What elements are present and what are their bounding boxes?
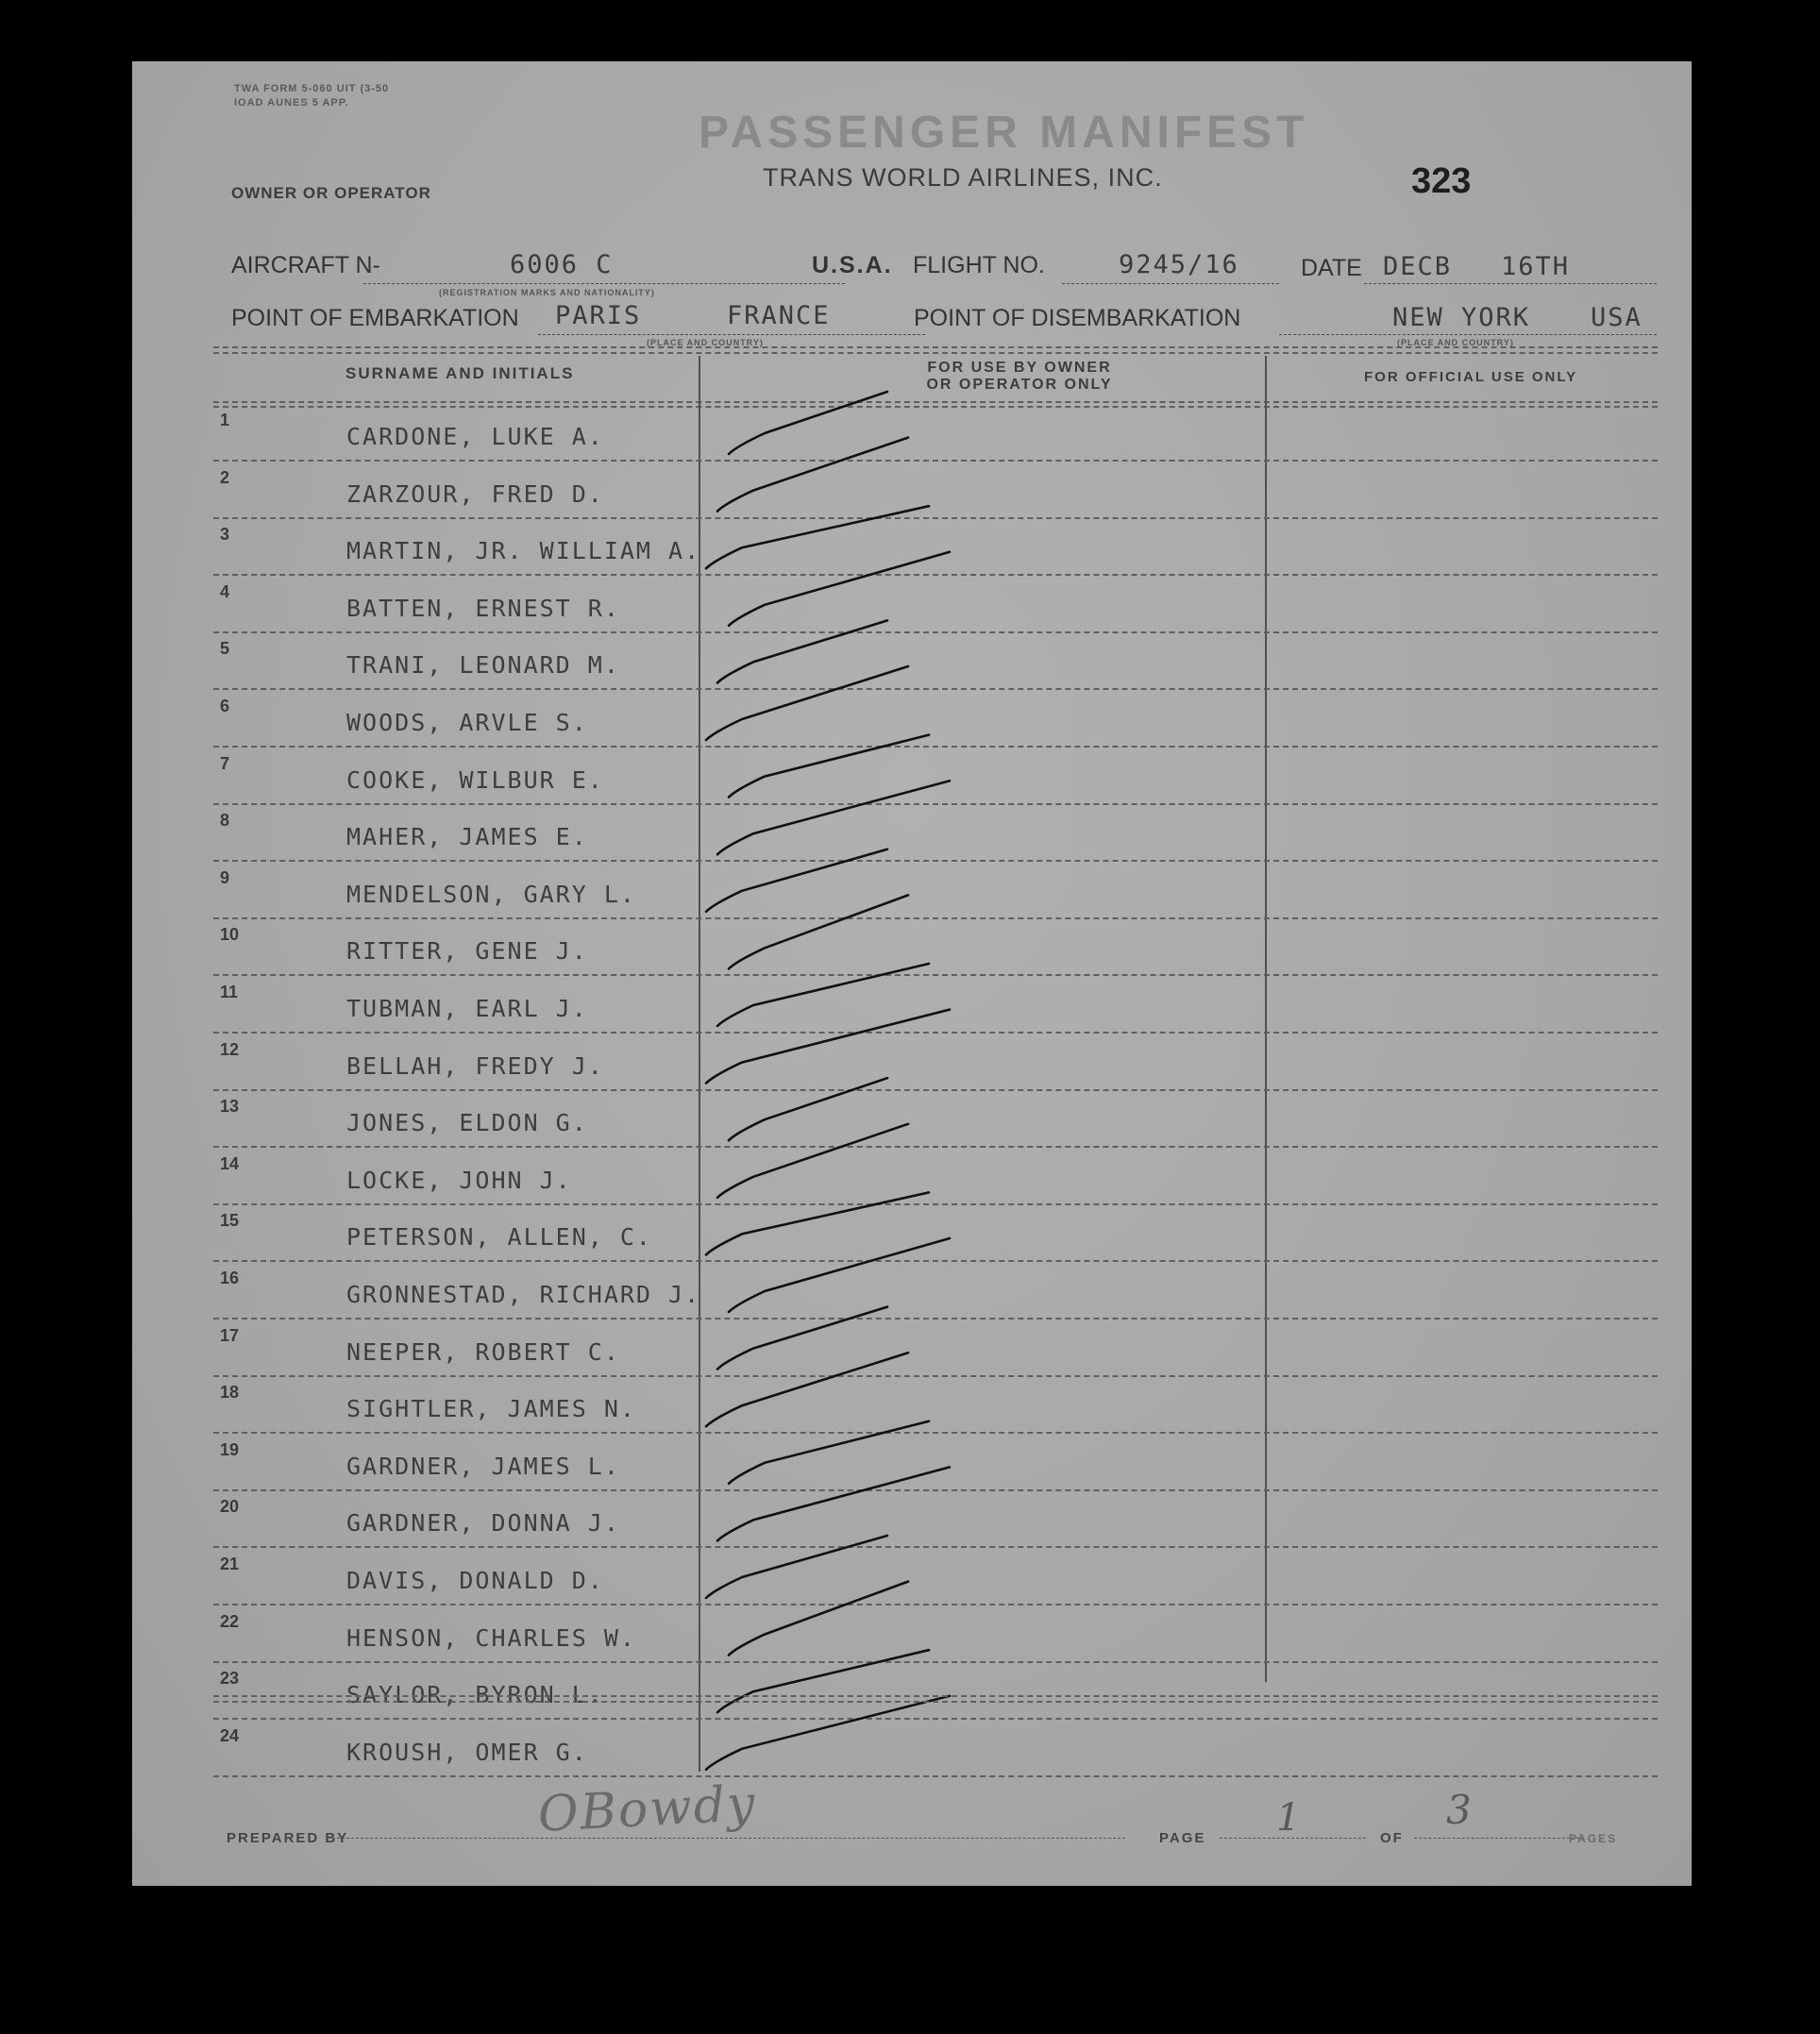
row-number: 14 [220, 1153, 240, 1173]
pages-label: PAGES [1569, 1832, 1618, 1845]
manifest-sheet [132, 61, 1692, 1886]
passenger-name: DAVIS, DONALD D. [346, 1567, 604, 1594]
check-mark [717, 964, 929, 1026]
passenger-name: PETERSON, ALLEN, C. [346, 1223, 652, 1252]
owner-use-line: OR OPERATOR ONLY [926, 377, 1113, 393]
embarkation-place: PARIS [555, 301, 642, 330]
registration-note: (REGISTRATION MARKS AND NATIONALITY) [439, 288, 655, 297]
check-mark [706, 1192, 929, 1254]
check-mark [729, 1421, 929, 1484]
check-mark [729, 392, 887, 454]
check-mark [717, 620, 887, 682]
check-mark [729, 1238, 950, 1312]
check-mark [717, 1307, 887, 1370]
passenger-name: BELLAH, FREDY J. [346, 1051, 604, 1080]
row-number: 3 [220, 525, 230, 545]
check-mark [717, 781, 950, 854]
passenger-name: HENSON, CHARLES W. [346, 1623, 636, 1652]
passenger-name: RITTER, GENE J. [346, 937, 588, 966]
form-code-line: TWA FORM 5-060 UIT (3-50 [234, 83, 390, 94]
row-number: 18 [220, 1383, 240, 1403]
column-header-surname: SURNAME AND INITIALS [345, 364, 575, 382]
check-mark [706, 1353, 908, 1426]
embarkation-country: FRANCE [727, 301, 831, 330]
row-number: 23 [220, 1669, 240, 1689]
check-mark [729, 552, 950, 626]
check-mark [729, 1078, 887, 1140]
row-number: 24 [220, 1725, 240, 1745]
row-number: 21 [220, 1555, 240, 1573]
passenger-name: LOCKE, JOHN J. [346, 1166, 572, 1194]
row-number: 19 [220, 1439, 240, 1459]
date-day: 16TH [1501, 252, 1571, 281]
passenger-name: MENDELSON, GARY L. [346, 880, 636, 908]
check-mark [706, 1536, 887, 1598]
check-mark [706, 849, 887, 912]
page-label: PAGE [1159, 1830, 1206, 1846]
passenger-name: GARDNER, JAMES L. [346, 1452, 620, 1480]
passenger-name: COOKE, WILBUR E. [346, 765, 604, 794]
check-mark [717, 1124, 908, 1198]
row-number: 10 [220, 925, 240, 945]
disembarkation-country: USA [1591, 303, 1643, 332]
form-code-line: IOAD AUNES 5 APP. [234, 97, 349, 109]
passenger-name: MARTIN, JR. WILLIAM A. [346, 537, 701, 565]
row-number: 17 [220, 1325, 240, 1345]
aircraft-label: AIRCRAFT N- [231, 252, 380, 278]
row-number: 1 [220, 411, 230, 429]
check-mark [706, 1010, 950, 1084]
of-value: 3 [1446, 1787, 1472, 1833]
page-value: 1 [1276, 1796, 1301, 1840]
row-number: 15 [220, 1211, 240, 1231]
check-mark [706, 506, 929, 568]
check-mark [729, 735, 929, 798]
page-title: PASSENGER MANIFEST [699, 108, 1309, 158]
check-mark [729, 895, 908, 968]
row-number: 9 [220, 867, 230, 887]
date-month: DECB [1383, 252, 1453, 281]
embarkation-note: (PLACE AND COUNTRY) [647, 338, 764, 347]
passenger-name: KROUSH, OMER G. [346, 1738, 588, 1766]
passenger-name: NEEPER, ROBERT C. [346, 1337, 620, 1366]
passenger-name: TUBMAN, EARL J. [346, 995, 588, 1022]
embarkation-label: POINT OF EMBARKATION [231, 305, 519, 331]
disembarkation-note: (PLACE AND COUNTRY) [1397, 338, 1514, 347]
row-number: 20 [220, 1497, 240, 1517]
row-number: 8 [220, 811, 230, 831]
passenger-name: GARDNER, DONNA J. [346, 1509, 620, 1538]
check-mark [729, 1582, 908, 1656]
flight-value: 9245/16 [1119, 250, 1239, 279]
passenger-name: WOODS, ARVLE S. [346, 709, 588, 736]
check-mark [717, 1467, 950, 1540]
check-marks [132, 61, 1692, 1886]
row-number: 7 [220, 753, 230, 773]
check-mark [706, 1696, 950, 1770]
check-mark [706, 666, 908, 740]
signature: OBowdy [536, 1774, 758, 1844]
row-number: 4 [220, 581, 230, 601]
passenger-name: MAHER, JAMES E. [346, 823, 588, 851]
owner-use-line: FOR USE BY OWNER [927, 360, 1112, 376]
row-number: 13 [220, 1097, 240, 1117]
passenger-name: SAYLOR, BYRON L. [346, 1681, 604, 1709]
row-number: 2 [220, 467, 230, 487]
flight-label: FLIGHT NO. [913, 252, 1045, 278]
row-number: 11 [220, 983, 239, 1001]
prepared-by-label: PREPARED BY [227, 1830, 349, 1846]
company-name: TRANS WORLD AIRLINES, INC. [763, 163, 1163, 192]
sheet-number: 323 [1411, 161, 1472, 201]
passenger-name: TRANI, LEONARD M. [346, 651, 620, 680]
passenger-name: BATTEN, ERNEST R. [346, 594, 620, 622]
divider [213, 1695, 1658, 1697]
column-header-official-use: FOR OFFICIAL USE ONLY [1364, 369, 1578, 385]
disembarkation-label: POINT OF DISEMBARKATION [914, 305, 1241, 331]
check-mark [717, 1650, 929, 1712]
date-label: DATE [1301, 255, 1362, 281]
of-label: OF [1380, 1830, 1404, 1846]
nationality: U.S.A. [812, 252, 893, 278]
row-number: 22 [220, 1611, 240, 1631]
row-number: 5 [220, 639, 230, 659]
disembarkation-place: NEW YORK [1392, 303, 1531, 332]
divider [213, 1701, 1658, 1703]
row-number: 16 [220, 1269, 240, 1287]
passenger-name: ZARZOUR, FRED D. [346, 479, 604, 508]
passenger-name: GRONNESTAD, RICHARD J. [346, 1281, 701, 1308]
row-number: 6 [220, 697, 230, 715]
aircraft-value: 6006 C [510, 250, 614, 279]
passenger-name: CARDONE, LUKE A. [346, 423, 604, 450]
passenger-name: SIGHTLER, JAMES N. [346, 1395, 636, 1423]
row-number: 12 [220, 1039, 240, 1059]
check-mark [717, 438, 908, 512]
passenger-name: JONES, ELDON G. [346, 1109, 588, 1137]
owner-label: OWNER OR OPERATOR [231, 184, 431, 202]
